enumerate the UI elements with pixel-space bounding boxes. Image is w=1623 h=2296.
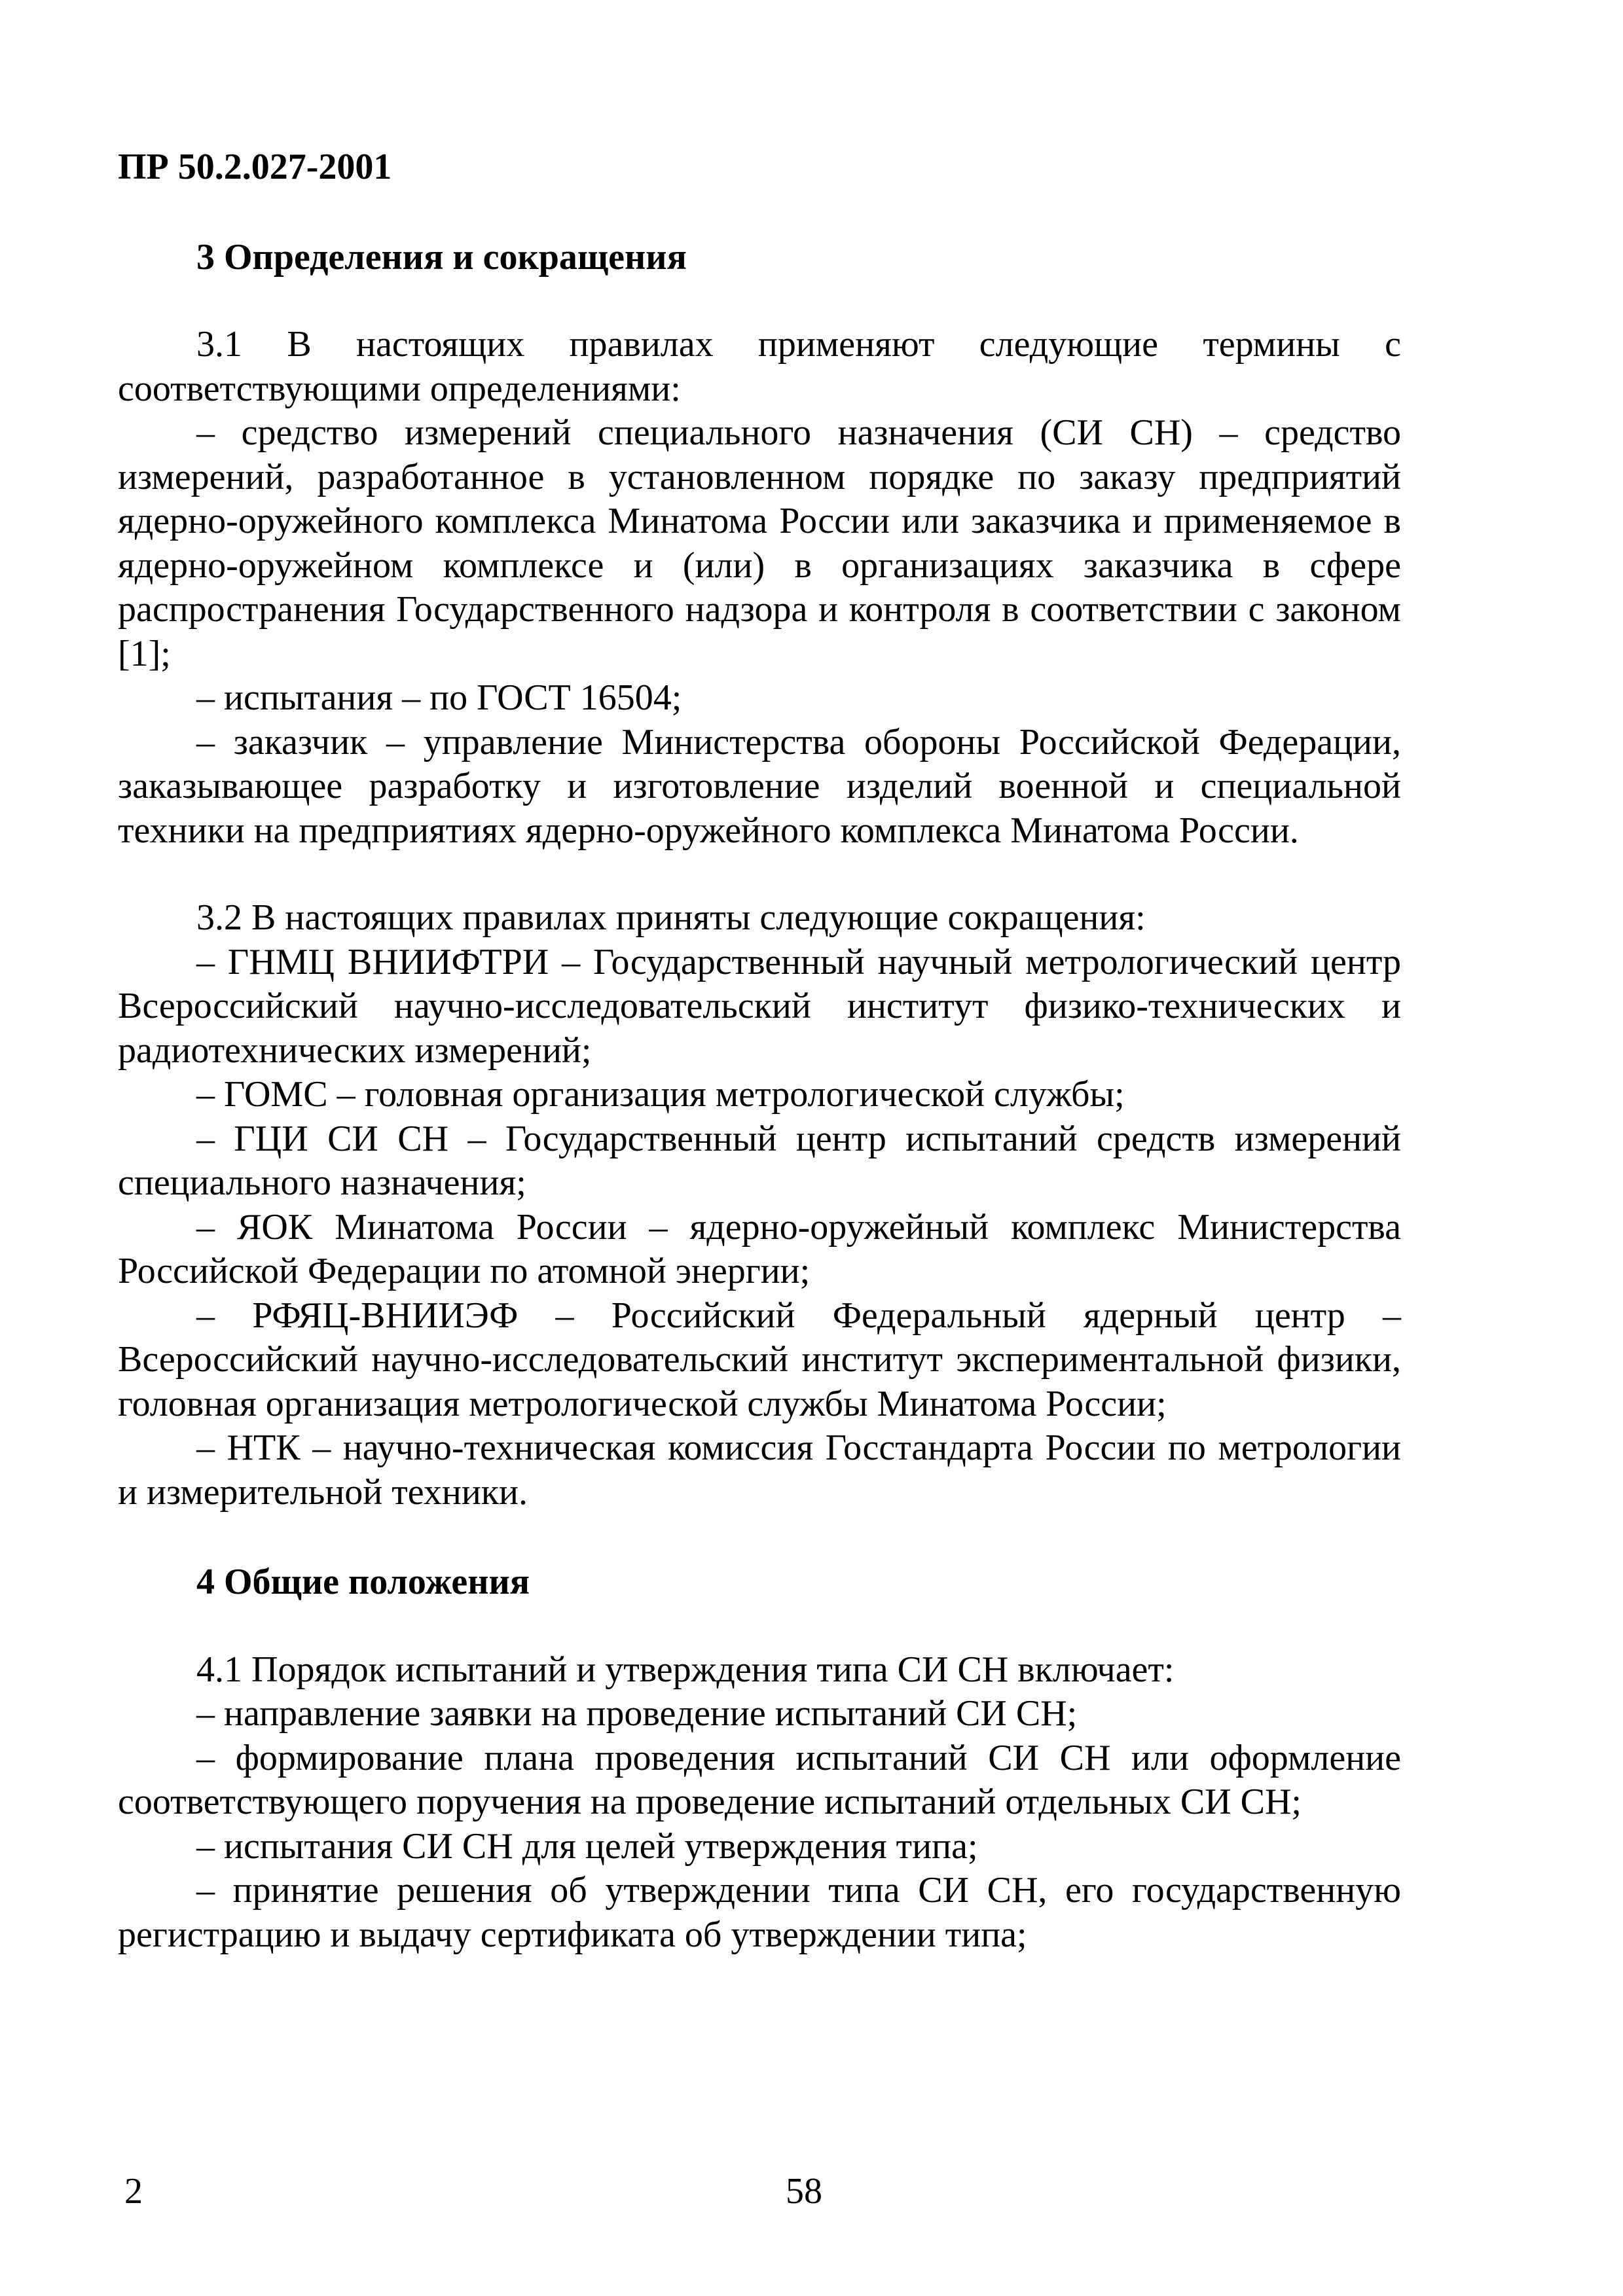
list-item-decision: – принятие решения об утверждении типа СИ СН, его государственную регистрацию и выдачу сертификата об утверждении типа; (118, 1870, 1401, 1955)
abbreviation-gnmc: – ГНМЦ ВНИИФТРИ – Государственный научный метрологический центр Всероссийский научно-исследовательский институт физико-технических и радиотехнических измерений; (118, 941, 1401, 1071)
definition-si-sn: – средство измерений специального назначения (СИ СН) – средство измерений, разработанное в установленном порядке по заказу предприятий ядерно-оружейного комплекса Минатома России или заказчика и применяемое в ядерно-оружейном комплексе и (или) в организациях заказчика в сфере распространения Государственного надзора и контроля в соответствии с законом [1]; (118, 412, 1401, 674)
section-3-title: 3 Определения и сокращения (196, 236, 687, 278)
abbreviation-gci: – ГЦИ СИ СН – Государственный центр испытаний средств измерений специального назначения; (118, 1118, 1401, 1203)
abbreviation-yaok: – ЯОК Минатома России – ядерно-оружейный комплекс Министерства Российской Федерации по атомной энергии; (118, 1206, 1401, 1291)
definition-tests: – испытания – по ГОСТ 16504; (196, 677, 682, 718)
abbreviation-rfyac: – РФЯЦ-ВНИИЭФ – Российский Федеральный ядерный центр – Всероссийский научно-исследовательский институт экспериментальной физики, головная организация метрологической службы Минатома России; (118, 1295, 1401, 1424)
sheet-number: 58 (786, 2171, 822, 2212)
page-number: 2 (124, 2171, 143, 2212)
definition-customer: – заказчик – управление Министерства обороны Российской Федерации, заказывающее разработку и изготовление изделий военной и специальной техники на предприятиях ядерно-оружейного комплекса Минатома России. (118, 721, 1401, 851)
abbreviation-ntk: – НТК – научно-техническая комиссия Госстандарта России по метрологии и измерительной техники. (118, 1427, 1401, 1513)
section-4-title: 4 Общие положения (196, 1562, 530, 1602)
document-code: ПР 50.2.027-2001 (118, 147, 392, 187)
list-item-testing: – испытания СИ СН для целей утверждения типа; (196, 1825, 978, 1867)
paragraph-4-1: 4.1 Порядок испытаний и утверждения типа СИ СН включает: (196, 1649, 1175, 1690)
document-page (118, 145, 1401, 1957)
paragraph-3-1: 3.1 В настоящих правилах применяют следующие термины с соответствующими определениями: (118, 324, 1401, 409)
list-item-plan: – формирование плана проведения испытаний СИ СН или оформление соответствующего поручения на проведение испытаний отдельных СИ СН; (118, 1737, 1401, 1822)
list-item-application: – направление заявки на проведение испытаний СИ СН; (196, 1693, 1078, 1734)
paragraph-3-2: 3.2 В настоящих правилах приняты следующие сокращения: (196, 897, 1146, 938)
abbreviation-goms: – ГОМС – головная организация метрологической службы; (196, 1074, 1125, 1115)
